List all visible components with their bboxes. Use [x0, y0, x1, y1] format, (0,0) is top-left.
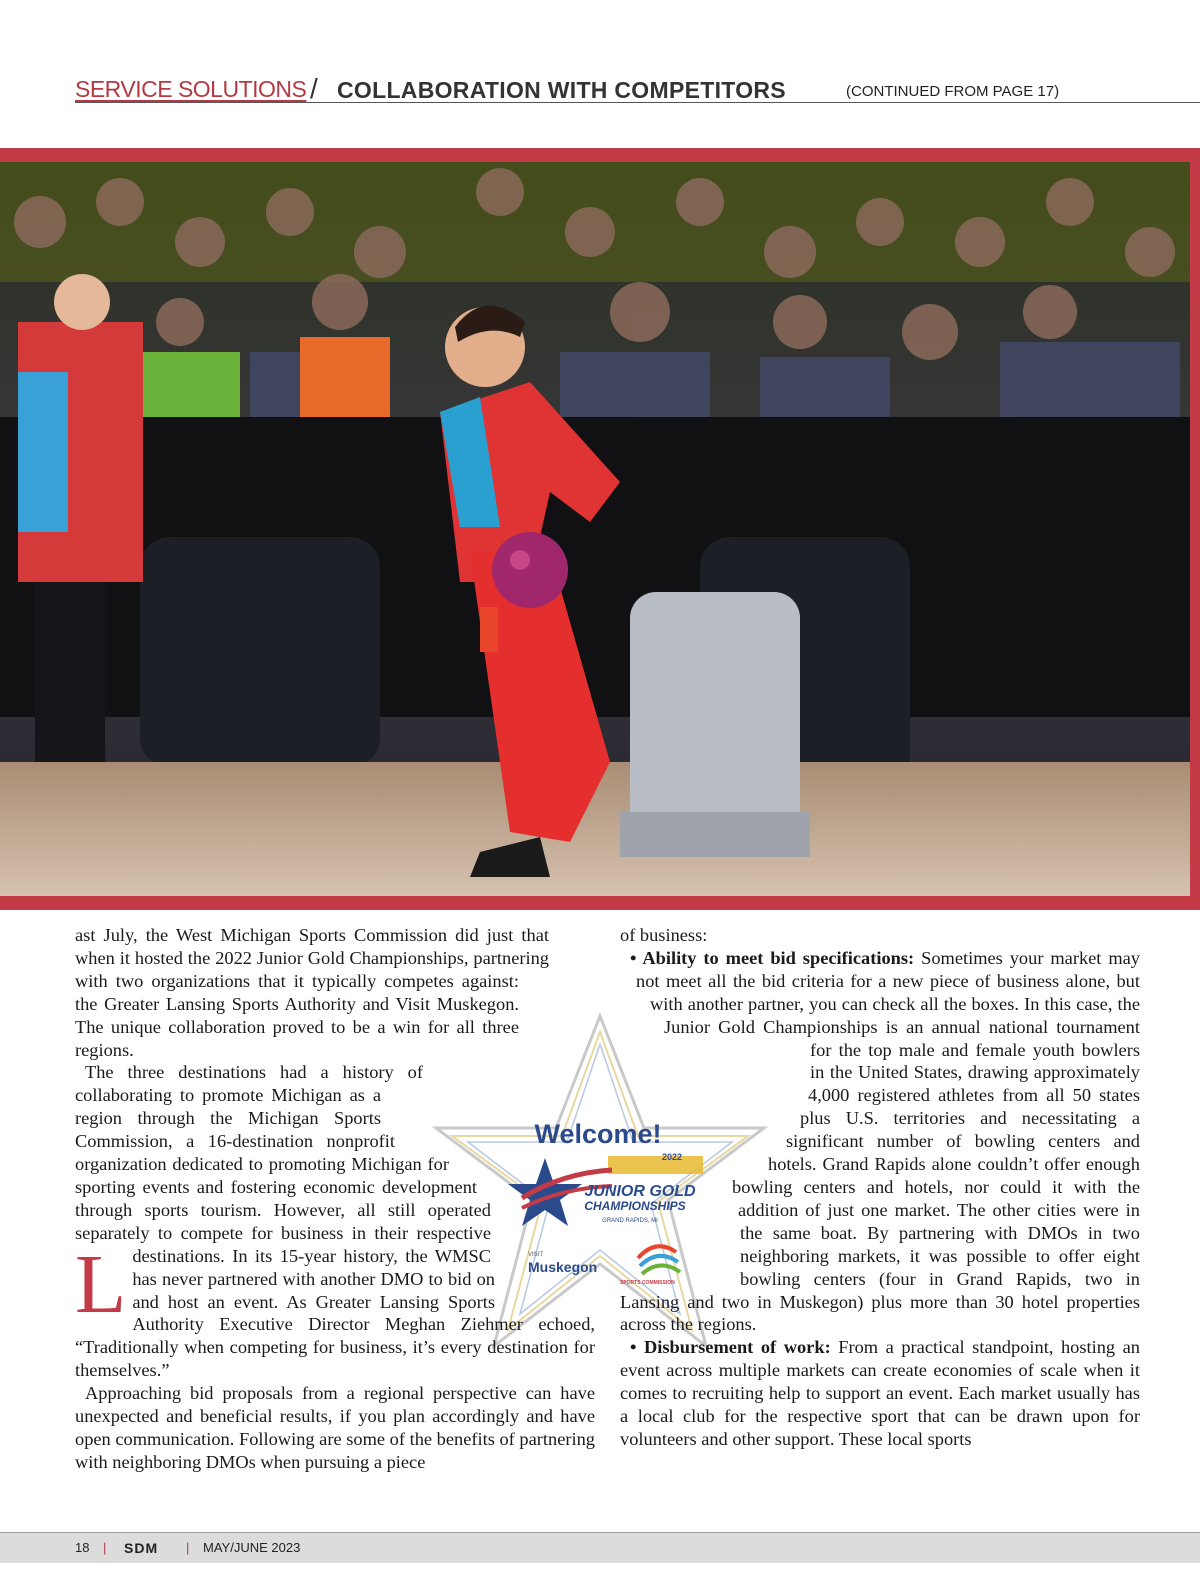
page-footer [0, 1532, 1200, 1563]
bullet-disbursement-label: • Disbursement of work: [630, 1337, 831, 1358]
welcome-text: Welcome! [534, 1119, 662, 1149]
bullet-bid-specs-label: • Ability to meet bid specifications: [630, 947, 915, 968]
page-number: 18 [75, 1540, 90, 1555]
footer-separator: | [186, 1540, 190, 1555]
bullet-disbursement-text: From a practical standpoint, hosting an event across multiple markets can create economies of scale when it comes to recruiting help to support an event. Each market usually has a local club for the respective sport that can be drawn upon for volunteers and other support. These local sports [620, 1337, 1140, 1449]
article-column-right [620, 924, 1140, 1451]
drop-cap: L [75, 1238, 127, 1331]
article-title: COLLABORATION WITH COMPETITORS [337, 77, 786, 103]
muskegon-logo-text: Muskegon [528, 1259, 598, 1275]
magazine-name: SDM [124, 1540, 159, 1556]
bowling-photo [0, 162, 1190, 896]
bullet-disbursement [620, 1336, 1140, 1451]
section-header [75, 73, 1200, 104]
paragraph-1: ast July, the West Michigan Sports Commission did just that when it hosted the 2022 Junior Gold Championships, partnering with two organizations that it typically competes against: the Greater Lansing Sports Authority and Visit Muskegon. The unique collaboration proved to be a win for all three regions. [75, 925, 549, 1060]
paragraph-2: The three destinations had a history of collaborating to promote Michigan as a region through the Michigan Sports Commission, a 16-destination nonprofit organization dedicated to promoting Michigan for sporting events and fostering economic development through sports tourism. However, all still operated separately to compete for business in their respective destinations. In its 15-year history, the WMSC has never partnered with another DMO to bid on and host an event. As Greater Lansing Sports Authority Executive Director Meghan Ziehmer echoed, “Traditionally when competing for business, it’s every destination for themselves.” [75, 1062, 595, 1381]
location-text: GRAND RAPIDS, MI [602, 1218, 658, 1224]
hero-photo-frame [0, 148, 1200, 910]
header-slash: / [310, 73, 318, 104]
issue-date: MAY/JUNE 2023 [203, 1540, 301, 1555]
sports-commission-text: SPORTS COMMISSION [620, 1280, 675, 1286]
visit-text: VISIT [528, 1252, 544, 1258]
section-label: SERVICE SOLUTIONS [75, 76, 307, 102]
paragraph-3: Approaching bid proposals from a regional perspective can have unexpected and beneficial results, if you plan accordingly and have open communication. Following are some of the benefits of partnering with neighboring DMOs when pursuing a piece [75, 1383, 595, 1472]
bullet-bid-specs-text: Sometimes your market may not meet all the bid criteria for a new piece of business alone, but with another partner, you can check all the boxes. In this case, the Junior Gold Championships is an annual national tournament for the top male and female youth bowlers in the United States, drawing approximately 4,000 registered athletes from all 50 states plus U.S. territories and necessitating a significant number of bowling centers and hotels. Grand Rapids alone couldn’t offer enough bowling centers and hotels, nor could it with the addition of just one market. The other cities were in the same boat. By partnering with DMOs in two neighboring markets, it was possible to offer eight bowling centers (four in Grand Rapids, two in Lansing and two in Muskegon) plus more than 30 hotel properties across the regions. [620, 947, 1140, 1335]
championships-text: CHAMPIONSHIPS [584, 1199, 686, 1213]
paragraph-4: of business: [620, 925, 708, 945]
junior-gold-text: JUNIOR GOLD [584, 1183, 696, 1200]
continued-note: (CONTINUED FROM PAGE 17) [846, 83, 1060, 100]
year-text: 2022 [662, 1152, 683, 1162]
footer-separator: | [103, 1540, 107, 1555]
